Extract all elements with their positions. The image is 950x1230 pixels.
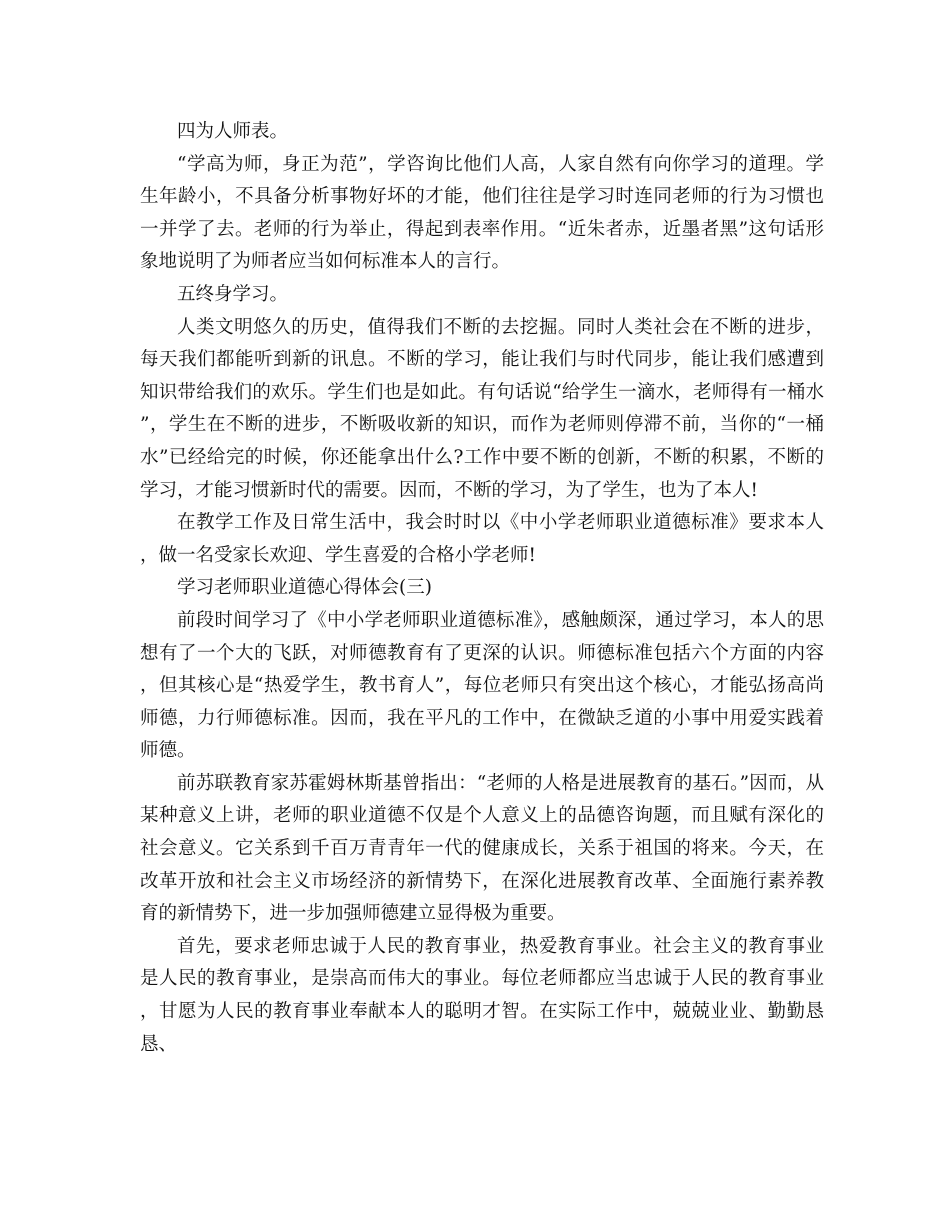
section-heading-four: 四为人师表。	[177, 121, 289, 142]
section-heading-five: 五终身学习。	[177, 283, 289, 305]
paragraph-role-model: “学高为师，身正为范”，学咨询比他们人高，人家自然有向你学习的道理。学生年龄小，不具备分析事物好坏的才能，他们往往是学习时连同老师的行为习惯也一并学了去。老师的行为举止，得起到表率作用。“近朱者赤，近墨者黑”这句话形象地说明了为师者应当如何标准本人的言行。	[140, 153, 824, 273]
article-title-three: 学习老师职业道德心得体会(三)	[177, 577, 432, 599]
paragraph-study-standards: 前段时间学习了《中小学老师职业道德标准》，感触颇深，通过学习，本人的思想有了一个大的飞跃，对师德教育有了更深的认识。师德标准包括六个方面的内容，但其核心是“热爱学生，教书育人”，每位老师只有突出这个核心，才能弘扬高尚师德，力行师德标准。因而，我在平凡的工作中，在微缺乏道的小事中用爱实践着师德。	[140, 609, 824, 762]
document-page	[140, 116, 824, 1061]
paragraph-lifelong-learning: 人类文明悠久的历史，值得我们不断的去挖掘。同时人类社会在不断的进步，每天我们都能听到新的讯息。不断的学习，能让我们与时代同步，能让我们感遭到知识带给我们的欢乐。学生们也是如此。有句话说“给学生一滴水，老师得有一桶水”，学生在不断的进步，不断吸收新的知识，而作为老师则停滞不前，当你的“一桶水”已经给完的时候，你还能拿出什么?工作中要不断的创新，不断的积累，不断的学习，才能习惯新时代的需要。因而，不断的学习，为了学生，也为了本人!	[140, 316, 824, 501]
paragraph-commitment: 在教学工作及日常生活中，我会时时以《中小学老师职业道德标准》要求本人，做一名受家长欢迎、学生喜爱的合格小学老师!	[140, 512, 824, 566]
paragraph-loyalty-to-education: 首先，要求老师忠诚于人民的教育事业，热爱教育事业。社会主义的教育事业是人民的教育事业，是崇高而伟大的事业。每位老师都应当忠诚于人民的教育事业，甘愿为人民的教育事业奉献本人的聪明才智。在实际工作中，兢兢业业、勤勤恳恳、	[140, 935, 824, 1055]
paragraph-sukhomlinsky-quote: 前苏联教育家苏霍姆林斯基曾指出：“老师的人格是进展教育的基石。”因而，从某种意义上讲，老师的职业道德不仅是个人意义上的品德咨询题，而且赋有深化的社会意义。它关系到千百万青青年一代的健康成长，关系于祖国的将来。今天，在改革开放和社会主义市场经济的新情势下，在深化进展教育改革、全面施行素养教育的新情势下，进一步加强师德建立显得极为重要。	[140, 772, 824, 925]
